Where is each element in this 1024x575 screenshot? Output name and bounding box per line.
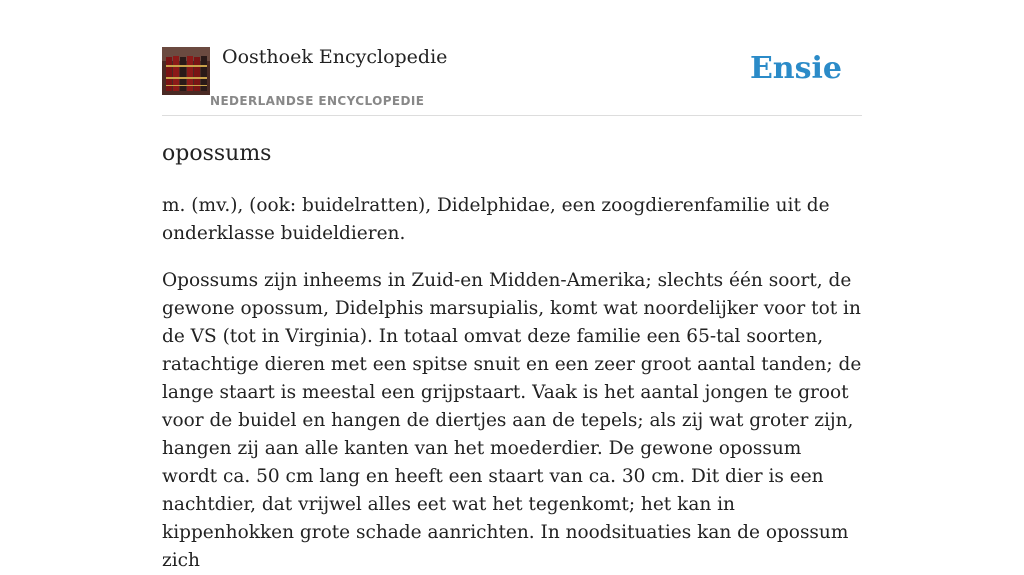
site-subtitle: NEDERLANDSE ENCYCLOPEDIE xyxy=(210,94,425,108)
encyclopedia-books-avatar[interactable] xyxy=(162,47,210,95)
article-paragraph-1: m. (mv.), (ook: buidelratten), Didelphidae, een zoogdierenfamilie uit de onderklasse buideldieren. xyxy=(162,195,830,244)
article-paragraph-2: Opossums zijn inheems in Zuid-en Midden-Amerika; slechts één soort, de gewone opossum, Didelphis marsupialis, komt wat noordelijker voor tot in de VS (tot in Virginia). In totaal omvat deze familie een 65-tal soorten, ratachtige dieren met een spitse snuit en een zeer groot aantal tanden; de lange staart is meestal een grijpstaart. Vaak is het aantal jongen te groot voor de buidel en hangen de diertjes aan de tepels; als zij wat groter zijn, hangen zij aan alle kanten van het moederdier. De gewone opossum wordt ca. 50 cm lang en heeft een staart van ca. 30 cm. Dit dier is een nachtdier, dat vrijwel alles eet wat het tegenkomt; het kan in kippenhokken grote schade aanrichten. In noodsituaties kan de opossum zich xyxy=(162,270,862,571)
site-title[interactable]: Oosthoek Encyclopedie xyxy=(222,46,448,68)
ensie-logo[interactable]: Ensie xyxy=(749,51,842,86)
site-header xyxy=(162,0,862,116)
article-title: opossums xyxy=(162,141,272,166)
page-container xyxy=(162,0,862,571)
